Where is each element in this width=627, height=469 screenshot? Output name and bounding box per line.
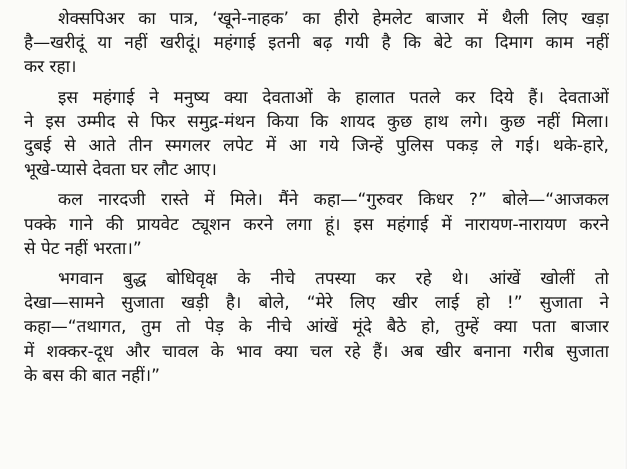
text-line: ने इस उम्मीद से फिर समुद्र-मंथन किया कि शायद कुछ हाथ लगे। कुछ नहीं मिला। xyxy=(24,111,609,132)
text-line: पक्के गाने की प्रायवेट ट्यूशन करने लगा हूं। इस महंगाई में नारायण-नारायण करने xyxy=(24,214,609,235)
paragraph-2 xyxy=(24,86,609,183)
text-line: कहा—“तथागत, तुम तो पेड़ के नीचे आंखें मूंदे बैठे हो, तुम्हें क्या पता बाजार xyxy=(24,317,609,338)
text-line: शेक्सपिअर का पात्र, ‘खूने-नाहक’ का हीरो हेमलेट बाजार में थैली लिए खड़ा xyxy=(58,9,609,29)
text-line: के बस की बात नहीं।” xyxy=(24,365,160,386)
text-line: दुबई से आते तीन स्मगलर लपेट में आ गये जिन्हें पुलिस पकड़ ले गई। थके-हारे, xyxy=(24,136,609,157)
text-line: देखा—सामने सुजाता खड़ी है। बोले, “मेरे लिए खीर लाई हो !” सुजाता ने xyxy=(24,293,609,314)
text-line: से पेट नहीं भरता।” xyxy=(24,238,142,259)
paragraph-4 xyxy=(24,267,609,388)
text-line: है—खरीदूं या नहीं खरीदूं। महंगाई इतनी बढ़ गयी है कि बेटे का दिमाग काम नहीं xyxy=(24,33,609,54)
text-line: भूखे-प्यासे देवता घर लौट आए। xyxy=(24,160,217,181)
text-line: भगवान बुद्ध बोधिवृक्ष के नीचे तपस्या कर रहे थे। आंखें खोलीं तो xyxy=(58,269,609,290)
text-line: कर रहा। xyxy=(24,57,77,78)
text-line: में शक्कर-दूध और चावल के भाव क्या चल रहे हैं। अब खीर बनाना गरीब सुजाता xyxy=(24,341,609,362)
text-line: कल नारदजी रास्ते में मिले। मैंने कहा—“गुरुवर किधर ?” बोले—“आजकल xyxy=(58,190,609,211)
text-line: इस महंगाई ने मनुष्य क्या देवताओं के हालात पतले कर दिये हैं। देवताओं xyxy=(58,87,609,108)
paragraph-1 xyxy=(24,7,609,80)
paragraph-3 xyxy=(24,188,609,261)
